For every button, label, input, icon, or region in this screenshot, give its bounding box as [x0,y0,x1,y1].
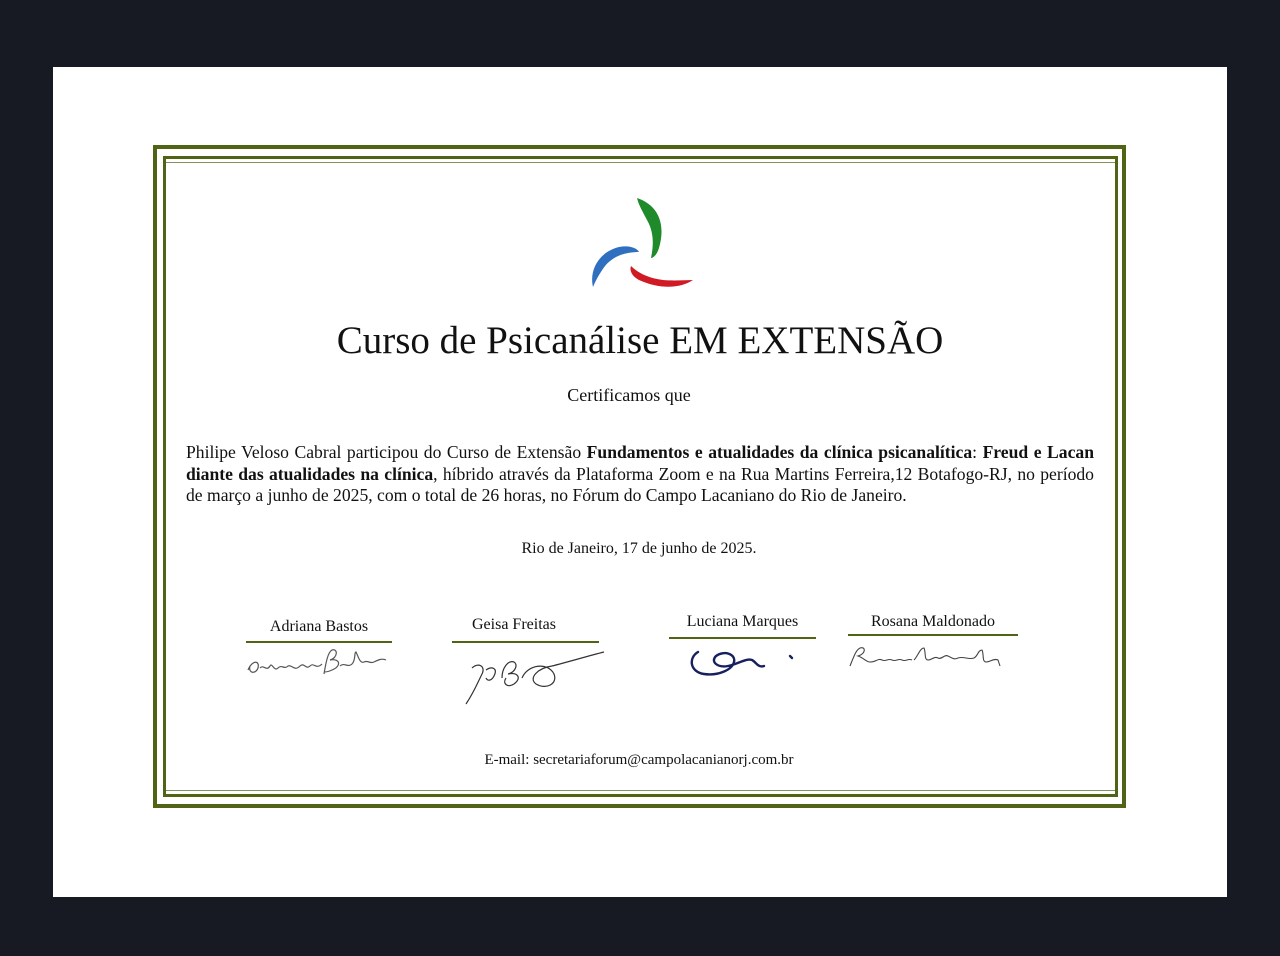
body-text-part: : [972,442,983,462]
handwritten-signature [686,646,798,680]
frame-inner-left [163,156,166,797]
signatory-name: Geisa Freitas [472,616,556,633]
frame-outer-left [153,145,157,808]
three-swirl-logo-icon [585,192,700,294]
certificate-body [186,442,1094,507]
body-text-part: , híbrido através da Plataforma Zoom e na Rua Martins Ferreira,12 Botafogo-RJ, no período de março a junho de 2025, com o total de 26 horas, no Fórum do Campo Lacaniano do Rio de Janeiro. [186,463,1094,505]
frame-outer-bottom [153,804,1126,808]
course-subtitle: Freud e Lacan diante das atualidades na clínica [186,442,1094,484]
signatory-name: Rosana Maldonado [871,613,995,630]
handwritten-signature [462,648,608,708]
course-name: Fundamentos e atualidades da clínica psicanalítica [586,442,973,462]
frame-inner-right [1115,156,1118,797]
certificate-title: Curso de Psicanálise EM EXTENSÃO [336,319,944,362]
signature-line [848,634,1018,636]
signatory-name: Luciana Marques [686,613,799,630]
frame-outer-right [1122,145,1126,808]
contact-email: E-mail: secretariaforum@campolacanianorj.com.br [484,752,794,768]
frame-thin-bottom [166,790,1115,791]
date-line: Rio de Janeiro, 17 de junho de 2025. [521,540,757,557]
handwritten-signature [244,646,392,680]
certify-intro: Certificamos que [567,385,691,405]
signatory-name: Adriana Bastos [269,618,369,635]
frame-thin-top [166,162,1115,163]
body-text-part: Philipe Veloso Cabral participou do Curso de Extensão [186,442,587,462]
frame-outer-top [153,145,1126,149]
frame-inner-top [163,156,1118,159]
signature-line [452,641,599,643]
frame-inner-bottom [163,794,1118,797]
handwritten-signature [848,644,1008,672]
signature-line [669,637,816,639]
signature-line [246,641,392,643]
